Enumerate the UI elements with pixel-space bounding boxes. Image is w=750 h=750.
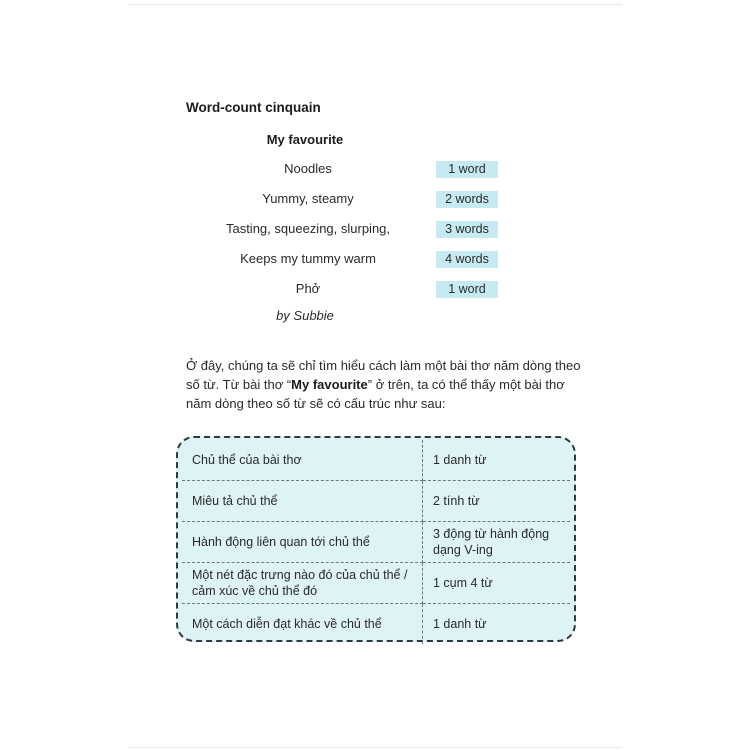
table-cell-element: Hành động liên quan tới chủ thể — [182, 522, 423, 563]
table-cell-element: Miêu tả chủ thể — [182, 481, 423, 522]
poem-author: by Subbie — [276, 308, 334, 323]
explanation-paragraph — [186, 356, 586, 413]
word-count-badge-1: 1 word — [436, 161, 498, 178]
table-row — [182, 604, 570, 645]
table-cell-element: Một cách diễn đạt khác về chủ thể — [182, 604, 423, 645]
table-row — [182, 563, 570, 604]
table-row — [182, 440, 570, 481]
paragraph-bold-title: My favourite — [291, 377, 368, 392]
paragraph-text-end: ” ở trên, ta có thể thấy một bài thơ năm dòng theo số từ sẽ có cấu trúc như sau: — [186, 377, 565, 411]
word-count-badge-3: 3 words — [436, 221, 498, 238]
table-cell-element: Chủ thể của bài thơ — [182, 440, 423, 481]
poem-line-5: Phở — [295, 281, 321, 296]
poem-title: My favourite — [266, 132, 344, 147]
table-row — [182, 522, 570, 563]
structure-table — [182, 440, 570, 644]
word-count-badge-5: 1 word — [436, 281, 498, 298]
paragraph-text-start: Ở đây, chúng ta sẽ chỉ tìm hiểu cách làm một bài thơ năm dòng theo số từ. Từ bài thơ “ — [186, 358, 581, 392]
poem-line-1: Noodles — [284, 161, 332, 176]
table-cell-requirement: 2 tính từ — [423, 481, 571, 522]
table-cell-requirement: 1 danh từ — [423, 440, 571, 481]
table-row — [182, 481, 570, 522]
poem-line-4: Keeps my tummy warm — [240, 251, 376, 266]
table-cell-requirement: 3 động từ hành động dạng V-ing — [423, 522, 571, 563]
table-cell-element: Một nét đặc trưng nào đó của chủ thể / cảm xúc về chủ thể đó — [182, 563, 423, 604]
poem-line-2: Yummy, steamy — [262, 191, 354, 206]
table-cell-requirement: 1 cụm 4 từ — [423, 563, 571, 604]
poem-line-3: Tasting, squeezing, slurping, — [225, 221, 391, 236]
table-cell-requirement: 1 danh từ — [433, 617, 487, 631]
word-count-badge-2: 2 words — [436, 191, 498, 208]
word-count-badge-4: 4 words — [436, 251, 498, 268]
section-heading: Word-count cinquain — [186, 100, 321, 115]
